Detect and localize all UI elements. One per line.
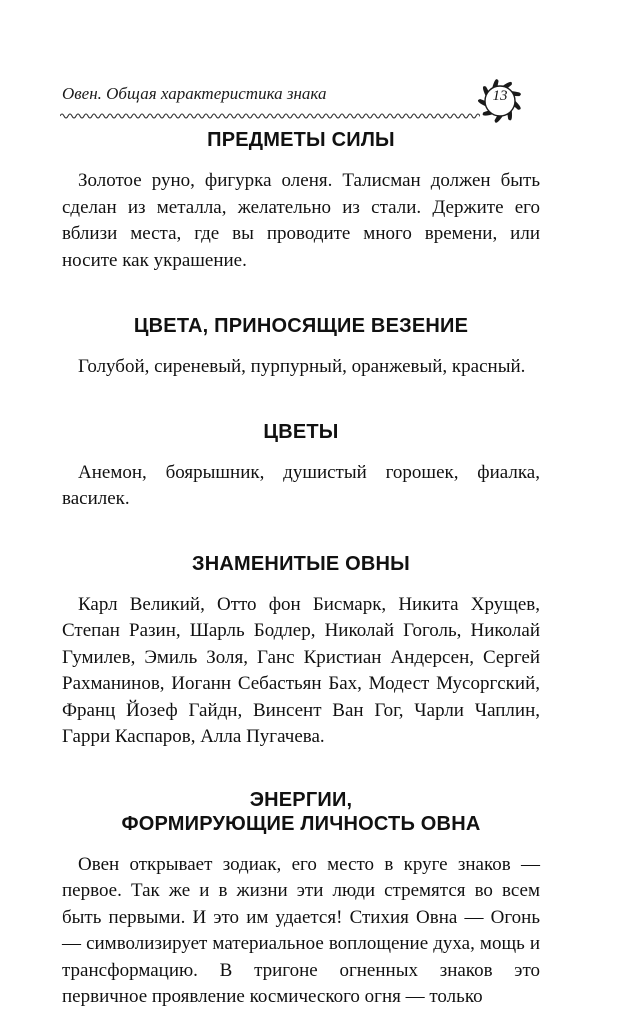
- section-text: Овен открывает зодиак, его место в круге знаков — первое. Так же и в жизни эти люди стремятся во всем быть первыми. И это им удается! Стихия Овна — Огонь — символизирует материальное воплощение духа, мощь и трансформацию. В тригоне огненных знаков это первичное проявление космического огня — только: [62, 853, 540, 1007]
- section-text: Анемон, боярышник, душистый горошек, фиалка, василек.: [62, 461, 540, 509]
- heading-line-2: ФОРМИРУЮЩИЕ ЛИЧНОСТЬ ОВНА: [121, 812, 481, 835]
- section-text: Золотое руно, фигурка оленя. Талисман должен быть сделан из металла, желательно из стали. Держите его вблизи места, где вы проводите много времени, или носите как украшение.: [62, 170, 540, 271]
- page-number: 13: [492, 88, 508, 104]
- section-energies: [62, 788, 540, 1011]
- section-heading: ПРЕДМЕТЫ СИЛЫ: [207, 129, 395, 151]
- section-lucky-colors: [62, 314, 540, 381]
- running-head: Овен. Общая характеристика знака: [62, 84, 327, 103]
- page-body: [62, 110, 540, 1011]
- section-heading: ЗНАМЕНИТЫЕ ОВНЫ: [192, 552, 410, 575]
- section-power-items: [62, 128, 540, 274]
- section-heading: [62, 788, 540, 836]
- heading-line-1: ЭНЕРГИИ,: [249, 788, 353, 811]
- section-heading: ЦВЕТЫ: [263, 420, 339, 443]
- section-text: Голубой, сиреневый, пурпурный, оранжевый, красный.: [78, 356, 526, 377]
- section-heading: ЦВЕТА, ПРИНОСЯЩИЕ ВЕЗЕНИЕ: [133, 315, 469, 337]
- section-flowers: [62, 420, 540, 513]
- section-famous-aries: [62, 552, 540, 751]
- section-text: Карл Великий, Отто фон Бисмарк, Никита Хрущев, Степан Разин, Шарль Бодлер, Николай Гоголь, Николай Гумилев, Эмиль Золя, Ганс Кристиан Андерсен, Сергей Рахманинов, Иоганн Себастьян Бах, Модест Мусоргский, Франц Йозеф Гайдн, Винсент Ван Гог, Чарли Чаплин, Гарри Каспаров, Алла Пугачева.: [62, 593, 540, 747]
